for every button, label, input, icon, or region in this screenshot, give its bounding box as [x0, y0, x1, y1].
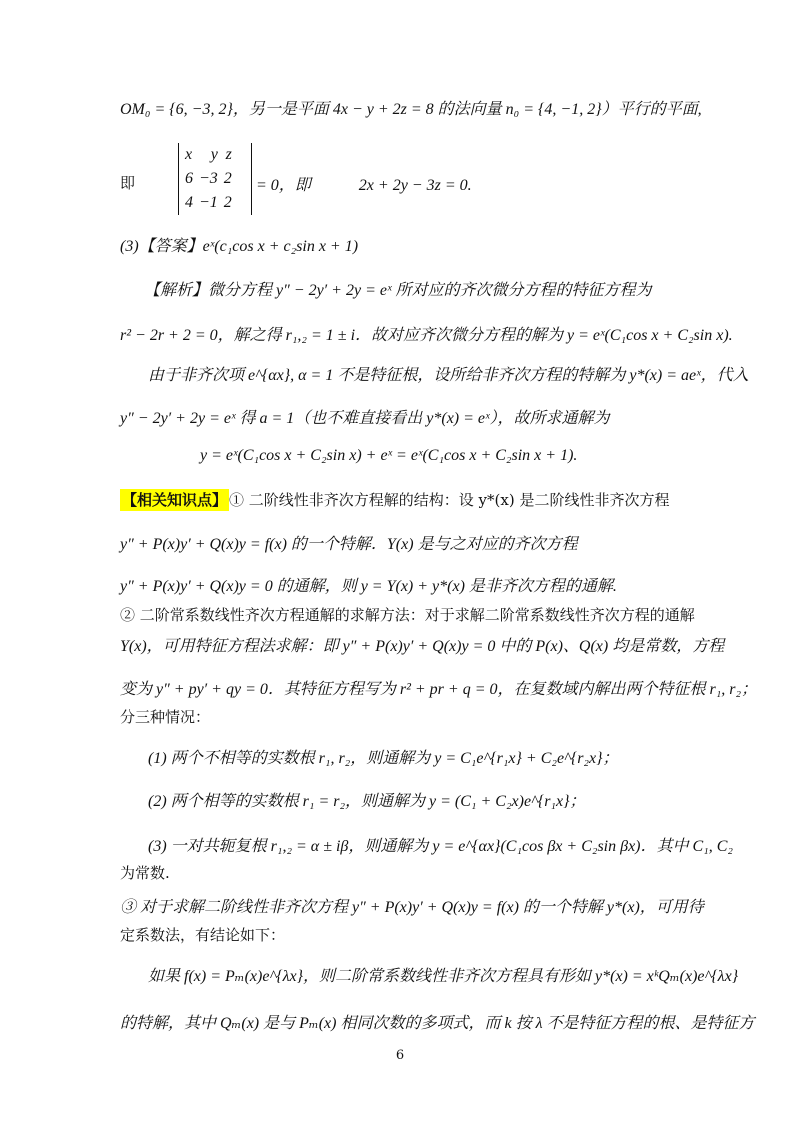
highlight-label: 【相关知识点】	[122, 491, 228, 509]
text-line-5: r² − 2r + 2 = 0，解之得 r₁,₂ = 1 ± i．故对应齐次微分方程的解为 y = eˣ(C₁cos x + C₂sin x).	[120, 327, 733, 344]
text-line-11: y″ + P(x)y′ + Q(x)y = 0 的通解，则 y = Y(x) + y*(x) 是非齐次方程的通解.	[120, 578, 617, 595]
det-cell: −3	[199, 170, 218, 187]
text-line-20: ③ 对于求解二阶线性非齐次方程 y″ + P(x)y′ + Q(x)y = f(x) 的一个特解 y*(x)，可用待	[120, 899, 704, 916]
det-cell: 2	[223, 194, 232, 211]
text-line-3: (3)【答案】eˣ(c₁cos x + c₂sin x + 1)	[120, 238, 359, 255]
text-line-2: 即	[120, 174, 136, 192]
text-line-4: 【解析】微分方程 y″ − 2y′ + 2y = eˣ 所对应的齐次微分方程的特征方程为	[144, 282, 652, 299]
text-line-18: (3) 一对共轭复根 r₁,₂ = α ± iβ，则通解为 y = e^{αx}(C₁cos βx + C₂sin βx)．其中 C₁, C₂	[148, 838, 733, 855]
det-cell: y	[210, 146, 218, 163]
det-cell: 4	[185, 194, 193, 211]
text-line-15: 分三种情况：	[120, 708, 211, 726]
text-line-22: 如果 f(x) = Pₘ(x)e^{λx}，则二阶常系数线性非齐次方程具有形如 y*(x) = xᵏQₘ(x)e^{λx}	[148, 968, 739, 985]
text-line-6: 由于非齐次项 e^{αx}, α = 1 不是特征根，设所给非齐次方程的特解为 y*(x) = aeˣ，代入	[148, 367, 749, 384]
text-line-14: 变为 y″ + py′ + qy = 0．其特征方程写为 r² + pr + q = 0，在复数域内解出两个特征根 r₁, r₂；	[120, 681, 758, 698]
text-line-1: OM₀ = {6, −3, 2}，另一是平面 4x − y + 2z = 8 的法向量 n₀ = {4, −1, 2}）平行的平面,	[120, 101, 702, 118]
text-line-2b: = 0，即 2x + 2y − 3z = 0.	[256, 177, 472, 194]
text-line-12: ② 二阶常系数线性齐次方程通解的求解方法：对于求解二阶常系数线性齐次方程的通解	[120, 606, 695, 624]
text-line-13: Y(x)，可用特征方程法求解：即 y″ + P(x)y′ + Q(x)y = 0 中的 P(x)、Q(x) 均是常数，方程	[120, 638, 725, 655]
text-line-10: y″ + P(x)y′ + Q(x)y = f(x) 的一个特解．Y(x) 是与之对应的齐次方程	[120, 536, 578, 553]
text-line-19: 为常数.	[120, 864, 170, 882]
knowledge-header-line	[120, 489, 690, 510]
det-cell: 6	[185, 170, 193, 187]
determinant	[178, 143, 252, 215]
text-line-23: 的特解，其中 Qₘ(x) 是与 Pₘ(x) 相同次数的多项式，而 k 按 λ 不是特征方程的根、是特征方	[120, 1015, 755, 1032]
det-cell: x	[185, 146, 193, 163]
text-line-7: y″ − 2y′ + 2y = eˣ 得 a = 1（也不难直接看出 y*(x) = eˣ），故所求通解为	[120, 410, 610, 427]
text-line-8: y = eˣ(C₁cos x + C₂sin x) + eˣ = eˣ(C₁cos x + C₂sin x + 1).	[200, 447, 578, 464]
text-line-9: ① 二阶线性非齐次方程解的结构：设 y*(x) 是二阶线性非齐次方程	[229, 491, 670, 509]
text-line-17: (2) 两个相等的实数根 r₁ = r₂，则通解为 y = (C₁ + C₂x)e^{r₁x}；	[148, 793, 586, 810]
text-line-21: 定系数法，有结论如下：	[120, 926, 286, 944]
det-cell: −1	[199, 194, 218, 211]
page-number: 6	[395, 1048, 405, 1063]
det-cell: z	[225, 146, 232, 163]
text-line-16: (1) 两个不相等的实数根 r₁, r₂，则通解为 y = C₁e^{r₁x} + C₂e^{r₂x}；	[148, 750, 619, 767]
det-cell: 2	[223, 170, 232, 187]
